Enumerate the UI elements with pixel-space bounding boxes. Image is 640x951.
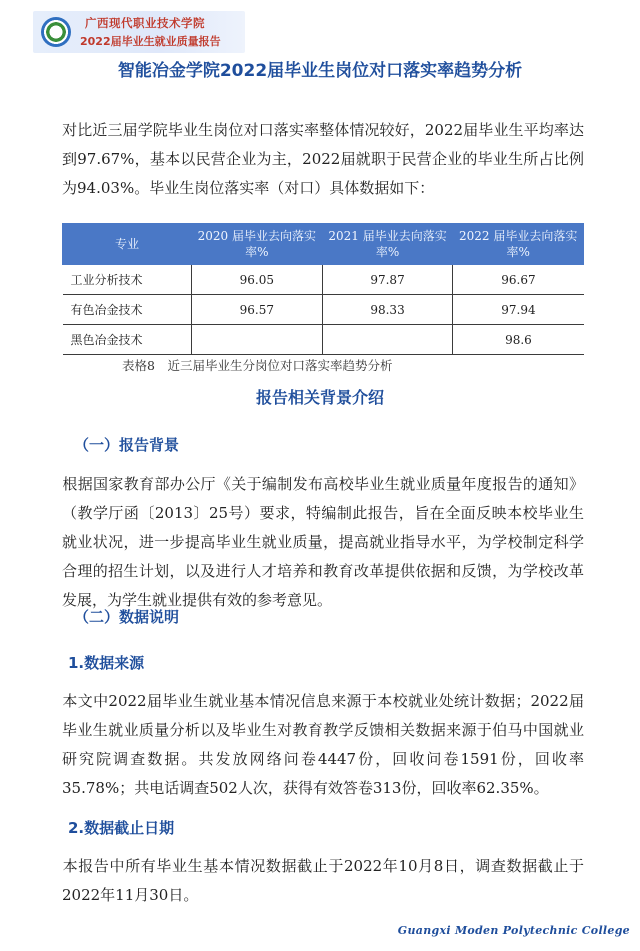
header-2020: 2020 届毕业去向落实率% (192, 224, 323, 265)
cell-2022: 97.94 (453, 295, 584, 325)
cell-2021: 97.87 (322, 265, 453, 295)
report-header-banner (33, 11, 245, 53)
cell-2020: 96.57 (192, 295, 323, 325)
cell-2022: 96.67 (453, 265, 584, 295)
footer-college-name: Guangxi Moden Polytechnic College (397, 924, 630, 937)
cutoff-text: 本报告中所有毕业生基本情况数据截止于2022年10月8日，调查数据截止于2022年11月30日。 (62, 857, 584, 904)
header-2022: 2022 届毕业去向落实率% (453, 224, 584, 265)
school-logo-icon (41, 17, 71, 47)
table-row (63, 295, 584, 325)
page-title: 智能冶金学院2022届毕业生岗位对口落实率趋势分析 (117, 61, 523, 81)
header-2021: 2021 届毕业去向落实率% (322, 224, 453, 265)
intro-text: 对比近三届学院毕业生岗位对口落实率整体情况较好，2022届毕业生平均率达到97.67%，基本以民营企业为主，2022届就职于民营企业的毕业生所占比例为94.03%。毕业生岗位落实率（对口）具体数据如下： (62, 121, 584, 197)
source-text: 本文中2022届毕业生就业基本情况信息来源于本校就业处统计数据；2022届毕业生就业质量分析以及毕业生对教育教学反馈相关数据来源于伯马中国就业研究院调查数据。共发放网络问卷4447份，回收问卷1591份，回收率35.78%；共电话调查502人次，获得有效答卷313份，回收率62.35%。 (62, 692, 584, 797)
subsection-title-cutoff: 2.数据截止日期 (68, 819, 175, 837)
header-major: 专业 (63, 224, 192, 265)
cell-major: 工业分析技术 (63, 265, 192, 295)
table-row (63, 265, 584, 295)
cutoff-paragraph (62, 852, 584, 910)
report-name: 2022届毕业生就业质量报告 (80, 35, 221, 48)
cell-2021: 98.33 (322, 295, 453, 325)
cell-2020: 96.05 (192, 265, 323, 295)
table-row (63, 325, 584, 355)
subsection-title-source: 1.数据来源 (68, 654, 145, 672)
cell-major: 有色冶金技术 (63, 295, 192, 325)
subsection-title-background: （一）报告背景 (74, 436, 180, 454)
background-paragraph (62, 470, 584, 615)
cell-2020 (192, 325, 323, 355)
subsection-title-data: （二）数据说明 (74, 608, 180, 626)
placement-rate-table (62, 223, 584, 355)
cell-2021 (322, 325, 453, 355)
table-header-row (63, 224, 584, 265)
cell-2022: 98.6 (453, 325, 584, 355)
cell-major: 黑色冶金技术 (63, 325, 192, 355)
table-caption: 表格8 近三届毕业生分岗位对口落实率趋势分析 (122, 358, 393, 373)
school-name: 广西现代职业技术学院 (85, 16, 205, 30)
background-text: 根据国家教育部办公厅《关于编制发布高校毕业生就业质量年度报告的通知》（教学厅函〔2013〕25号）要求，特编制此报告，旨在全面反映本校毕业生就业状况，进一步提高毕业生就业质量，提高就业指导水平，为学校制定科学合理的招生计划，以及进行人才培养和教育改革提供依据和反馈，为学校改革发展，为学生就业提供有效的参考意见。 (62, 475, 584, 609)
source-paragraph (62, 687, 584, 803)
intro-paragraph (62, 116, 584, 203)
section-title: 报告相关背景介绍 (255, 388, 384, 407)
